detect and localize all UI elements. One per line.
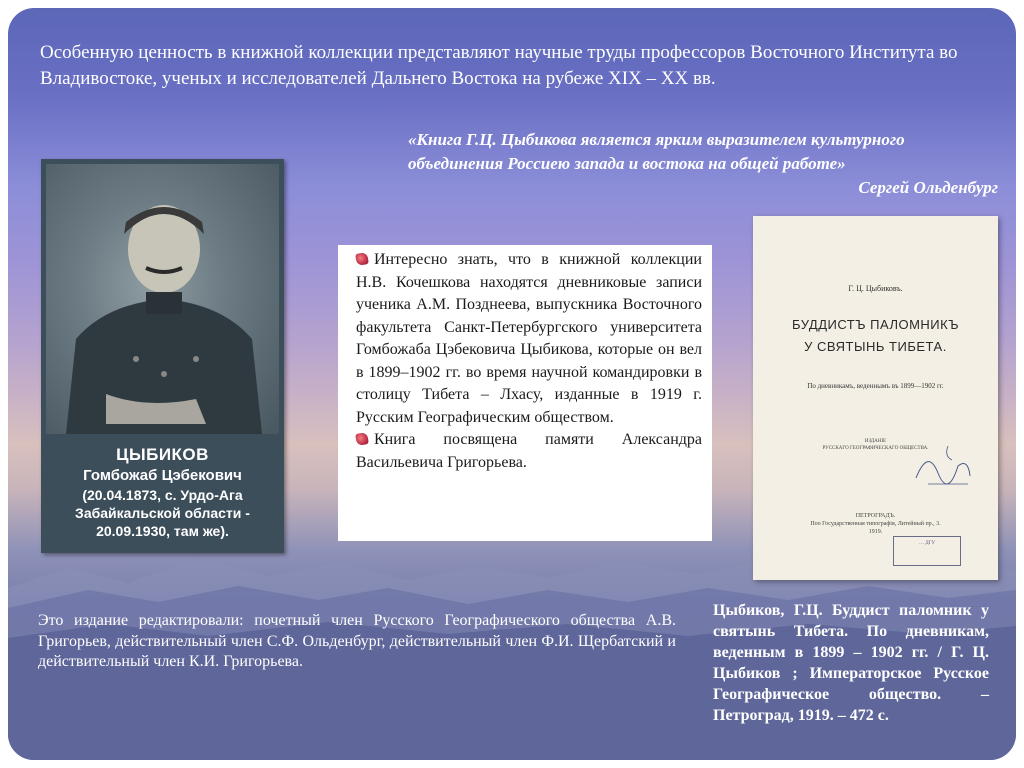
book-cover-title-1: БУДДИСТЪ ПАЛОМНИКЪ (791, 317, 960, 332)
book-cover-image (753, 216, 998, 580)
info-text-2: Книга посвящена памяти Александра Васильевича Григорьева. (356, 431, 702, 471)
edited-text: Это издание редактировали: почетный член Русского Географического общества А.В. Григорьев, действительный член С.Ф. Ольденбург, действительный член Ф.И. Щербатский и действительный член К.И. Григорьева. (38, 612, 676, 670)
signature-icon (908, 438, 978, 493)
slide-background (8, 8, 1016, 760)
portrait-full-name: Гомбожаб Цэбекович (83, 467, 242, 484)
quote-block (408, 128, 998, 200)
library-stamp: … ДГУ (893, 536, 961, 566)
book-cover-publisher-2: РУССКАГО ГЕОГРАФИЧЕСКАГО ОБЩЕСТВА. (822, 446, 929, 451)
book-cover-title-2: У СВЯТЫНЬ ТИБЕТА. (804, 339, 947, 354)
book-cover-press: Поо Государственная типографія, Литейный пр., 3. (810, 521, 941, 527)
book-cover-year: 1919. (868, 529, 883, 535)
portrait-photo (46, 164, 279, 434)
info-text-1: Интересно знать, что в книжной коллекции Н.В. Кочешкова находятся дневниковые записи ученика А.М. Позднеева, выпускника Восточного факультета Санкт-Петербургского университета Гомбожаба Цэбековича Цыбикова, которые он вел в 1899–1902 гг. во время научной командировки в столицу Тибета – Лхасу, изданные в 1919 г. Русским Географическим обществом. (356, 251, 702, 426)
intro-text: Особенную ценность в книжной коллекции представляют научные труды профессоров Восточного Института во Владивостоке, ученых и исследователей Дальнего Востока на рубеже XIX – XX вв. (40, 42, 958, 89)
portrait-dates-2: Забайкальской области - (75, 505, 250, 521)
info-paragraph-2 (356, 429, 702, 474)
bullet-icon (355, 252, 369, 266)
quote-text: «Книга Г.Ц. Цыбикова является ярким выразителем культурного объединения Россиею запада и востока на общей работе» (408, 130, 905, 173)
info-box (338, 245, 712, 541)
book-cover-imprint (753, 512, 998, 536)
book-cover-subtitle: По дневникамъ, веденнымъ въ 1899—1902 гг. (807, 382, 944, 390)
bullet-icon (355, 432, 369, 446)
portrait-dates-1: (20.04.1873, с. Урдо-Ага (82, 487, 243, 503)
book-reference: Цыбиков, Г.Ц. Буддист паломник у святынь Тибета. По дневникам, веденным в 1899 – 1902 гг. / Г. Ц. Цыбиков ; Императорское Русское Географическое общество. – Петроград, 1919. – 472 с. (713, 602, 989, 724)
book-cover-title (753, 314, 998, 358)
person-silhouette-icon (46, 164, 279, 434)
book-cover-author: Г. Ц. Цыбиковъ. (848, 284, 903, 293)
quote-author: Сергей Ольденбург (858, 178, 998, 197)
portrait-dates-3: 20.09.1930, там же). (96, 523, 229, 539)
portrait-card (41, 159, 284, 553)
book-cover-publisher-1: ИЗДАНІЕ (864, 439, 887, 444)
book-cover-city: ПЕТРОГРАДЪ. (855, 513, 896, 519)
portrait-name: ЦЫБИКОВ (116, 445, 209, 464)
portrait-caption (41, 444, 284, 540)
info-paragraph-1 (356, 249, 702, 429)
